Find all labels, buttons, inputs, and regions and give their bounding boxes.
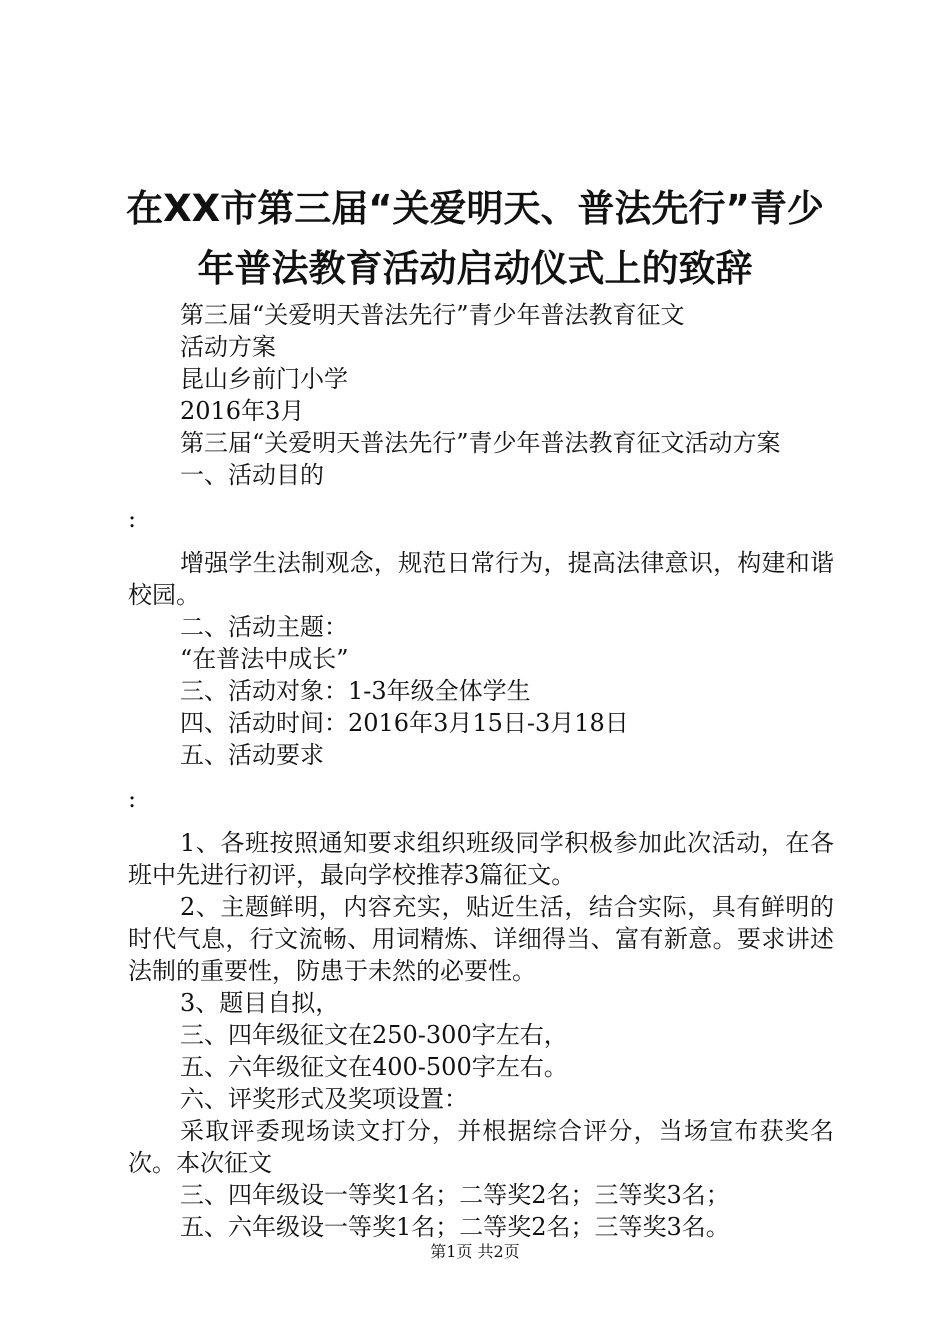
paragraph-awards-method: 采取评委现场读文打分，并根据综合评分，当场宣布获奖名次。本次征文 bbox=[128, 1117, 834, 1177]
colon-line: : bbox=[128, 785, 137, 813]
page-footer: 第1页 共2页 bbox=[430, 1242, 520, 1261]
paragraph-plan-title: 第三届“关爱明天普法先行”青少年普法教育征文活动方案 bbox=[180, 429, 781, 457]
paragraph-purpose: 增强学生法制观念，规范日常行为，提高法律意识，构建和谐校园。 bbox=[128, 549, 834, 609]
section-heading-theme: 二、活动主题： bbox=[180, 613, 348, 641]
document-body bbox=[128, 299, 834, 1243]
colon-line: : bbox=[128, 505, 137, 533]
paragraph-subtitle-cont: 活动方案 bbox=[180, 333, 276, 361]
paragraph-awards-grade-3-4: 三、四年级设一等奖1名；二等奖2名；三等奖3名； bbox=[180, 1181, 730, 1209]
section-heading-requirements: 五、活动要求 bbox=[180, 741, 324, 769]
section-heading-purpose: 一、活动目的 bbox=[180, 461, 324, 489]
section-heading-awards: 六、评奖形式及奖项设置： bbox=[180, 1085, 468, 1113]
paragraph-requirement-1: 1、各班按照通知要求组织班级同学积极参加此次活动，在各班中先进行初评，最向学校推荐3篇征文。 bbox=[128, 829, 834, 889]
paragraph-awards-grade-5-6: 五、六年级设一等奖1名；二等奖2名；三等奖3名。 bbox=[180, 1213, 730, 1241]
paragraph-grade-3-4-length: 三、四年级征文在250-300字左右， bbox=[180, 1021, 568, 1049]
section-heading-audience: 三、活动对象：1-3年级全体学生 bbox=[180, 677, 531, 705]
document-title-line-1: 在XX市第三届“关爱明天、普法先行”青少 bbox=[126, 187, 824, 230]
paragraph-school: 昆山乡前门小学 bbox=[180, 365, 348, 393]
paragraph-requirement-2: 2、主题鲜明，内容充实，贴近生活，结合实际，具有鲜明的时代气息，行文流畅、用词精炼、详细得当、富有新意。要求讲述法制的重要性，防患于未然的必要性。 bbox=[128, 893, 834, 985]
paragraph-requirement-3: 3、题目自拟， bbox=[180, 989, 340, 1017]
document-title-line-2: 年普法教育活动启动仪式上的致辞 bbox=[197, 247, 753, 290]
paragraph-grade-5-6-length: 五、六年级征文在400-500字左右。 bbox=[180, 1053, 568, 1081]
section-heading-time: 四、活动时间：2016年3月15日-3月18日 bbox=[180, 709, 629, 737]
paragraph-theme: “在普法中成长” bbox=[180, 645, 349, 673]
paragraph-date: 2016年3月 bbox=[180, 397, 305, 425]
paragraph-subtitle: 第三届“关爱明天普法先行”青少年普法教育征文 bbox=[180, 301, 685, 329]
